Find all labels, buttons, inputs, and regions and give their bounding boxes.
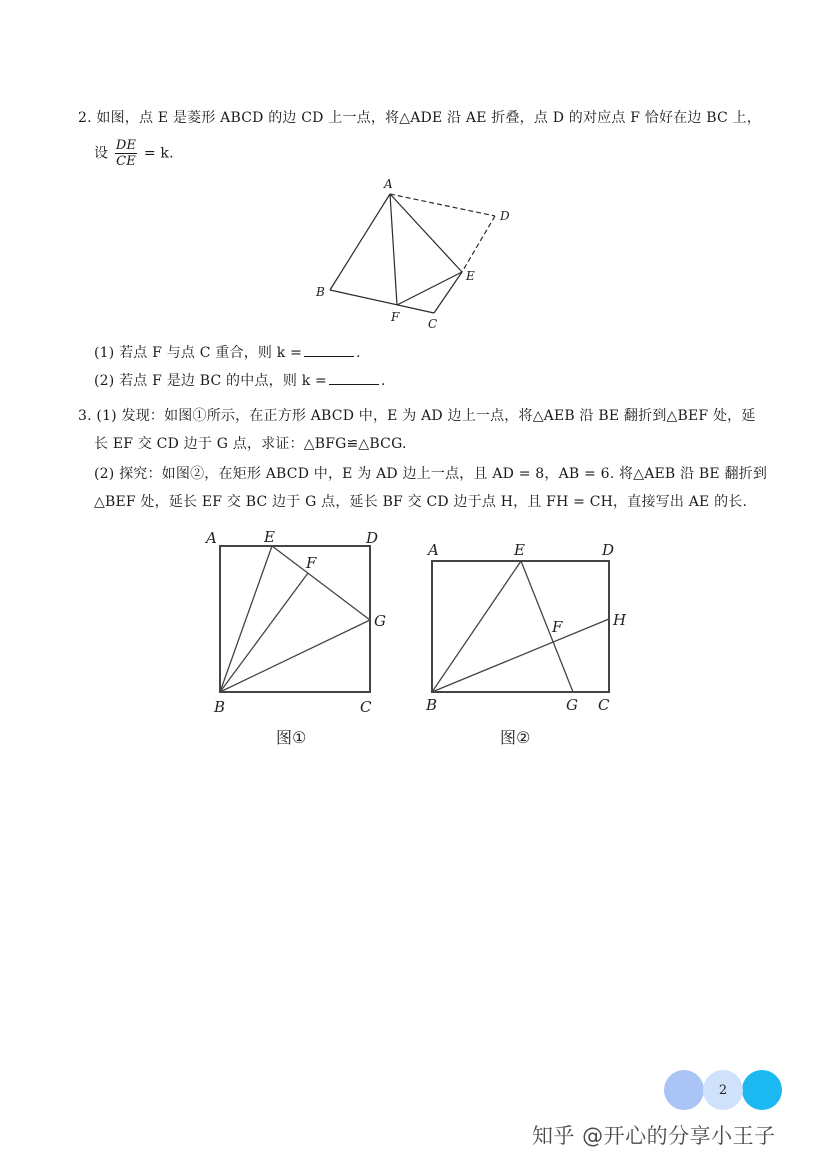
segment-bc (330, 290, 434, 313)
page-circle-right (742, 1070, 782, 1110)
rhombus-figure (300, 172, 530, 337)
fig2-label-f: F (552, 618, 563, 636)
page-number-badge (703, 1070, 743, 1110)
segment-bg (220, 620, 370, 692)
label-e: E (466, 269, 475, 283)
segment-eg (272, 546, 370, 620)
problem2-q2-suffix: . (380, 373, 386, 389)
problem2-line2-suffix: = k. (143, 145, 174, 162)
segment-eg (521, 561, 573, 692)
segment-af (390, 194, 397, 305)
problem2-line2-prefix: 设 (94, 145, 109, 162)
fig2-label-e: E (514, 541, 525, 559)
fraction-de-ce (115, 138, 137, 169)
answer-blank-2[interactable] (329, 370, 379, 385)
segment-bf (220, 573, 308, 692)
fig1-label-c: C (360, 698, 372, 716)
problem3-line2: 长 EF 交 CD 边于 G 点，求证：△BFG≌△BCG. (94, 436, 407, 452)
problem3-line3: (2) 探究：如图②，在矩形 ABCD 中，E 为 AD 边上一点，且 AD = 8，AB = 6. 将△AEB 沿 BE 翻折到 (94, 466, 768, 482)
problem2-q2 (94, 370, 386, 391)
answer-blank-1[interactable] (304, 342, 354, 357)
page-number: 2 (718, 1082, 728, 1098)
label-b: B (316, 285, 325, 299)
figure2-caption: 图② (500, 728, 531, 747)
segment-ad-dashed (390, 194, 495, 216)
fig1-label-f: F (306, 554, 317, 572)
label-f: F (391, 310, 400, 324)
fig2-label-g: G (566, 696, 578, 714)
label-d: D (500, 209, 510, 223)
fig1-label-a: A (206, 529, 217, 547)
zhihu-watermark: 知乎 @开心的分享小王子 (532, 1124, 776, 1148)
fig2-label-c: C (598, 696, 610, 714)
problem2-q1-suffix: . (356, 345, 361, 361)
fig1-label-d: D (366, 529, 379, 547)
label-a: A (384, 177, 393, 191)
problem2-q1-prefix: (1) 若点 F 与点 C 重合，则 k = (94, 345, 303, 361)
fig1-label-b: B (214, 698, 226, 716)
problem2-line1: 2. 如图，点 E 是菱形 ABCD 的边 CD 上一点，将△ADE 沿 AE 折叠，点 D 的对应点 F 恰好在边 BC 上， (78, 110, 761, 126)
fig2-label-d: D (602, 541, 615, 559)
label-c: C (428, 317, 438, 331)
segment-ae (390, 194, 462, 272)
segment-fe (397, 272, 462, 305)
fraction-denominator: CE (116, 154, 136, 169)
segment-be (432, 561, 521, 692)
problem2-q1 (94, 342, 361, 363)
page-circle-left (664, 1070, 704, 1110)
fig1-label-g: G (374, 612, 386, 630)
problem3-line1: 3. (1) 发现：如图①所示，在正方形 ABCD 中，E 为 AD 边上一点，将△AEB 沿 BE 翻折到△BEF 处，延 (78, 408, 756, 424)
fig1-label-e: E (264, 528, 275, 546)
problem2-q2-prefix: (2) 若点 F 是边 BC 的中点，则 k = (94, 373, 327, 389)
fig2-label-b: B (426, 696, 438, 714)
fig2-label-a: A (428, 541, 439, 559)
segment-de-dashed (462, 216, 495, 272)
rectangle-figure-2 (418, 536, 638, 716)
segment-bh (432, 619, 609, 692)
rectangle-abcd (432, 561, 609, 692)
segment-ce (434, 272, 462, 313)
square-abcd (220, 546, 370, 692)
fraction-numerator: DE (115, 138, 137, 153)
fig2-label-h: H (613, 611, 627, 629)
problem2-line2 (94, 138, 174, 169)
figure1-caption: 图① (276, 728, 307, 747)
segment-ab (330, 194, 390, 290)
problem3-line4: △BEF 处，延长 EF 交 BC 边于 G 点，延长 BF 交 CD 边于点 H，且 FH = CH，直接写出 AE 的长. (94, 494, 748, 510)
square-figure-1 (200, 526, 400, 721)
